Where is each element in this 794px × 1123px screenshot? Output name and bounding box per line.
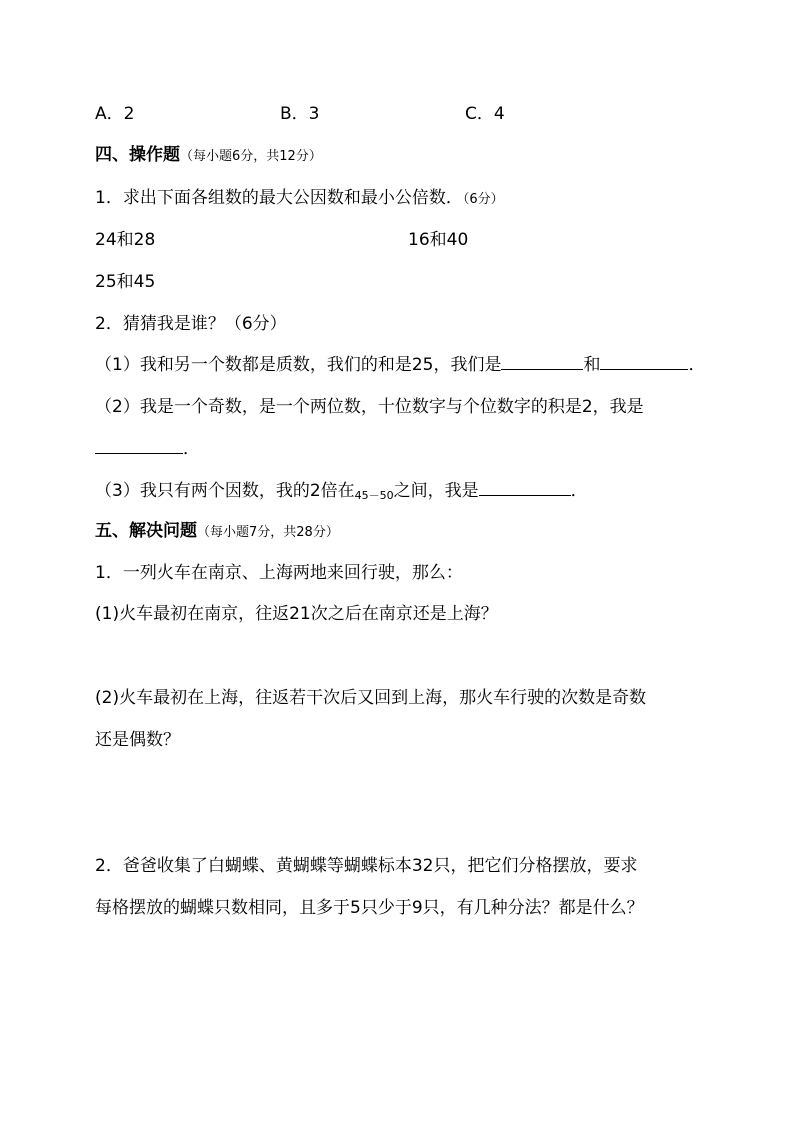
s5-question-2-line-1: 2．爸爸收集了白蝴蝶、黄蝴蝶等蝴蝶标本32只，把它们分格摆放，要求 <box>95 856 638 876</box>
section-5-heading <box>95 519 339 545</box>
s4-q2-3-mid: 之间，我是 <box>393 481 479 501</box>
s5-q1-part-2-line-2: 还是偶数？ <box>95 730 180 750</box>
s4-q2-1-prefix: （1）我和另一个数都是质数，我们的和是25，我们是 <box>95 355 502 375</box>
s4-q2-3-end: ． <box>570 481 588 501</box>
pair-3: 25和45 <box>95 272 156 292</box>
s4-question-2: 2．猜猜我是谁？（6分） <box>95 314 287 334</box>
s4-q2-part-3 <box>95 479 588 508</box>
pair-1: 24和28 <box>95 230 156 250</box>
section-4-heading <box>95 143 322 169</box>
s4-q2-3-prefix: （3）我只有两个因数，我的2倍在 <box>95 481 355 501</box>
answer-blank[interactable] <box>479 479 571 496</box>
s4-q2-1-mid: 和 <box>583 355 601 375</box>
s5-q1-part-1: (1)火车最初在南京，往返21次之后在南京还是上海？ <box>95 604 498 624</box>
choice-b: B．3 <box>280 104 320 124</box>
s4-q2-part-2: （2）我是一个奇数，是一个两位数，十位数字与个位数字的积是2，我是 <box>95 397 644 417</box>
s4-q1-text: 1．求出下面各组数的最大公因数和最小公倍数． <box>95 188 463 208</box>
answer-blank[interactable] <box>600 353 688 370</box>
choice-a: A．2 <box>95 104 135 124</box>
answer-blank[interactable] <box>501 353 583 370</box>
s4-q2-part-1 <box>95 353 705 377</box>
s4-q2-1-end: ． <box>688 355 706 375</box>
s5-question-1: 1．一列火车在南京、上海两地来回行驶，那么： <box>95 563 463 583</box>
s4-q2-3-range: 45－50 <box>354 489 394 502</box>
choice-c: C．4 <box>465 104 505 124</box>
section-4-note: （每小题6分，共12分） <box>180 149 322 164</box>
s4-question-1 <box>95 186 504 212</box>
section-5-note: （每小题7分，共28分） <box>197 525 339 540</box>
pair-2: 16和40 <box>408 230 469 250</box>
answer-blank[interactable] <box>95 437 183 454</box>
s5-q1-part-2-line-1: (2)火车最初在上海，往返若干次后又回到上海，那火车行驶的次数是奇数 <box>95 688 647 708</box>
section-5-title: 五、解决问题 <box>95 521 197 541</box>
s5-question-2-line-2: 每格摆放的蝴蝶只数相同，且多于5只少于9只，有几种分法？都是什么？ <box>95 898 644 918</box>
s4-q1-points: （6分） <box>462 192 504 207</box>
section-4-title: 四、操作题 <box>95 145 180 165</box>
s4-q2-2-end: ． <box>183 439 200 459</box>
s4-q2-part-2-answer <box>95 437 200 461</box>
